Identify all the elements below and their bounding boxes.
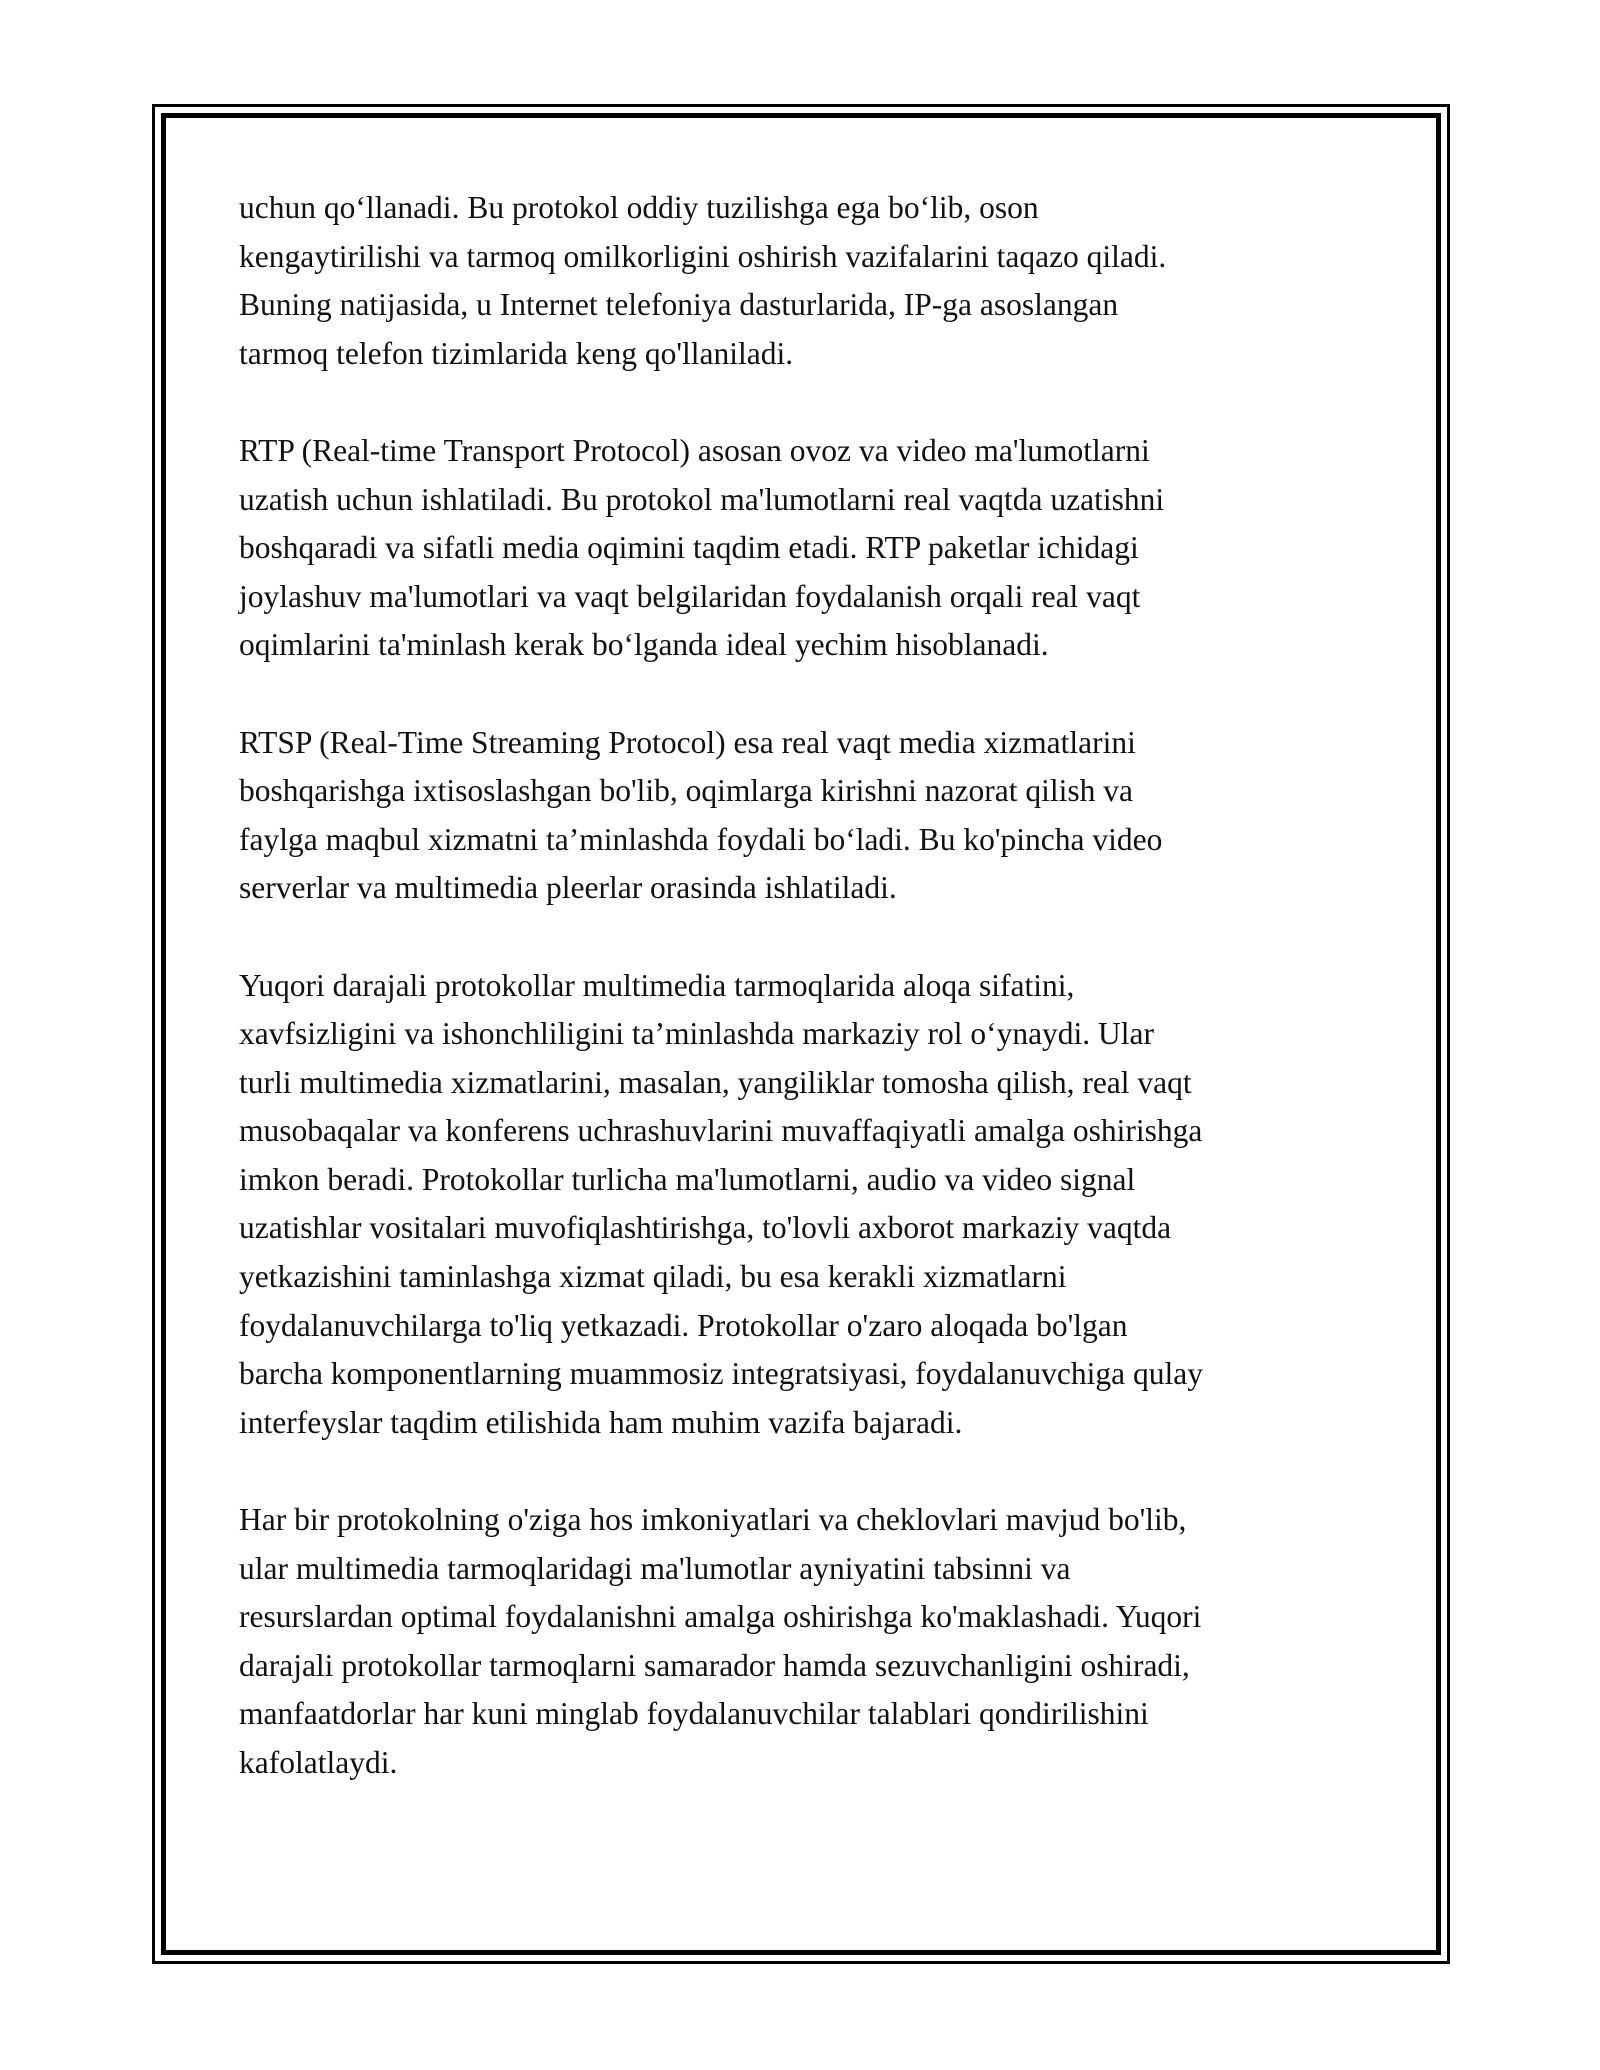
paragraph-sip-continuation: uchun qo‘llanadi. Bu protokol oddiy tuzilishga ega bo‘lib, oson kengaytirilishi va tarmoq omilkorligini oshirish vazifalarini taqazo qiladi. Buning natijasida, u Internet telefoniya dasturlarida, IP-ga asoslangan tarmoq telefon tizimlarida keng qo'llaniladi. <box>239 190 1167 371</box>
paragraph-rtsp: RTSP (Real-Time Streaming Protocol) esa real vaqt media xizmatlarini boshqarishga ixtisoslashgan bo'lib, oqimlarga kirishni nazorat qilish va faylga maqbul xizmatni ta’minlashda foydali bo‘ladi. Bu ko'pincha video serverlar va multimedia pleerlar orasinda ishlatiladi. <box>239 724 1163 906</box>
document-body <box>239 184 1369 1836</box>
paragraph-conclusion: Har bir protokolning o'ziga hos imkoniyatlari va cheklovlari mavjud bo'lib, ular multimedia tarmoqlaridagi ma'lumotlar ayniyatini tabsinni va resurslardan optimal foydalanishni amalga oshirishga ko'maklashadi. Yuqori darajali protokollar tarmoqlarni samarador hamda sezuvchanligini oshiradi, manfaatdorlar har kuni minglab foydalanuvchilar talablari qondirilishini kafolatlaydi. <box>239 1502 1202 1780</box>
paragraph-rtp: RTP (Real-time Transport Protocol) asosan ovoz va video ma'lumotlarni uzatish uchun ishlatiladi. Bu protokol ma'lumotlarni real vaqtda uzatishni boshqaradi va sifatli media oqimini taqdim etadi. RTP paketlar ichidagi joylashuv ma'lumotlari va vaqt belgilaridan foydalanish orqali real vaqt oqimlarini ta'minlash kerak bo‘lganda ideal yechim hisoblanadi. <box>239 432 1165 663</box>
page-border-outer <box>152 104 1450 1964</box>
paragraph-high-level-protocols: Yuqori darajali protokollar multimedia tarmoqlarida aloqa sifatini, xavfsizligini va ishonchliligini ta’minlashda markaziy rol o‘ynaydi. Ular turli multimedia xizmatlarini, masalan, yangiliklar tomosha qilish, real vaqt musobaqalar va konferens uchrashuvlarini muvaffaqiyatli amalga oshirishga imkon beradi. Protokollar turlicha ma'lumotlarni, audio va video signal uzatishlar vositalari muvofiqlashtirishga, to'lovli axborot markaziy vaqtda yetkazishini taminlashga xizmat qiladi, bu esa kerakli xizmatlarni foydalanuvchilarga to'liq yetkazadi. Protokollar o'zaro aloqada bo'lgan barcha komponentlarning muammosiz integratsiyasi, foydalanuvchiga qulay interfeyslar taqdim etilishida ham muhim vazifa bajaradi. <box>239 967 1203 1440</box>
